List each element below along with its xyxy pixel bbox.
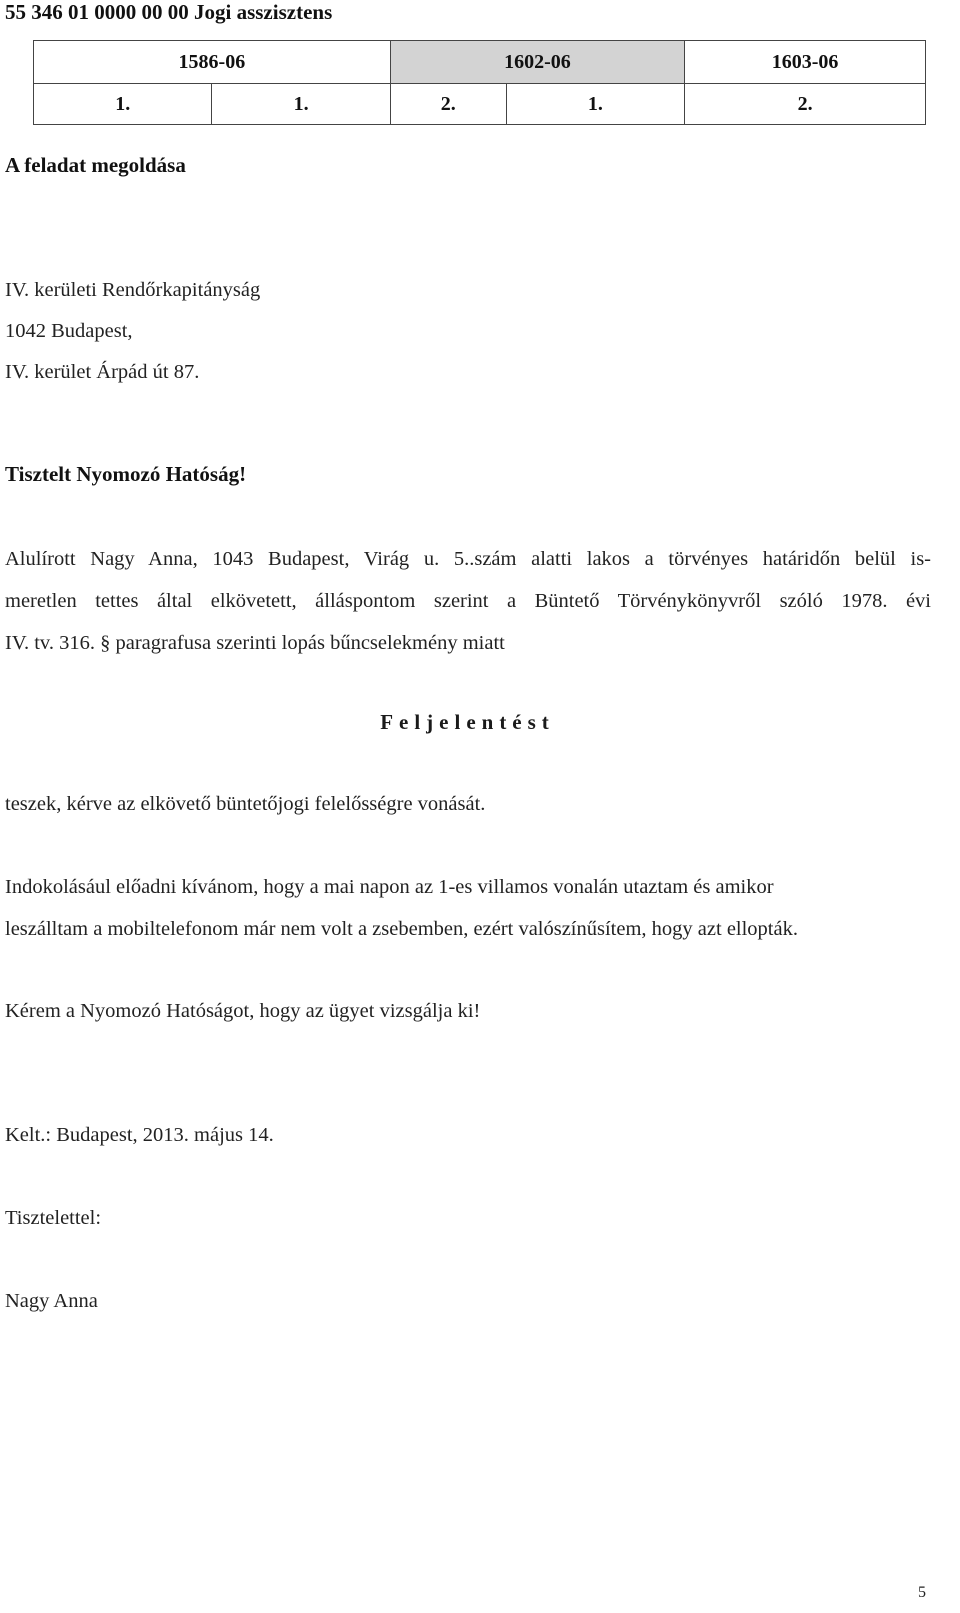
plea-text: Kérem a Nyomozó Hatóságot, hogy az ügyet vizsgálja ki!: [5, 1000, 481, 1022]
closing-text: Tisztelettel:: [5, 1207, 102, 1229]
table-cell-number-2: 1.: [212, 84, 390, 125]
intro-line-3: IV. tv. 316. § paragrafusa szerinti lopás bűncselekmény miatt: [5, 632, 505, 654]
table-cell-number-3: 2.: [390, 84, 506, 125]
table-cell-number-5: 2.: [685, 84, 926, 125]
address-line-2: 1042 Budapest,: [5, 320, 133, 342]
request-text: teszek, kérve az elkövető büntetőjogi felelősségre vonását.: [5, 793, 486, 815]
salutation: Tisztelt Nyomozó Hatóság!: [5, 462, 247, 486]
table-row-codes: [34, 41, 926, 84]
table-cell-number-4: 1.: [506, 84, 684, 125]
address-line-3: IV. kerület Árpád út 87.: [5, 361, 200, 383]
page-number: 5: [918, 1584, 926, 1601]
table-cell-code-2: 1602-06: [390, 41, 684, 84]
section-title: A feladat megoldása: [5, 153, 186, 177]
table-row-numbers: [34, 84, 926, 125]
address-line-1: IV. kerületi Rendőrkapitányság: [5, 279, 261, 301]
complaint-heading: Feljelentést: [380, 710, 555, 734]
document-header-title: 55 346 01 0000 00 00 Jogi asszisztens: [5, 0, 333, 24]
reason-line-1: Indokolásául előadni kívánom, hogy a mai napon az 1-es villamos vonalán utaztam és amikor: [5, 876, 774, 898]
module-code-table: [33, 40, 926, 125]
reason-line-2: leszálltam a mobiltelefonom már nem volt a zsebemben, ezért valószínűsítem, hogy azt ellopták.: [5, 918, 798, 940]
intro-line-2: meretlen tettes által elkövetett, álláspontom szerint a Büntető Törvénykönyvről szóló 1978. évi: [5, 590, 931, 612]
date-line: Kelt.: Budapest, 2013. május 14.: [5, 1124, 274, 1146]
intro-paragraph: [5, 538, 931, 664]
table-cell-number-1: 1.: [34, 84, 212, 125]
table-cell-code-3: 1603-06: [685, 41, 926, 84]
signature-name: Nagy Anna: [5, 1290, 98, 1312]
intro-line-1: Alulírott Nagy Anna, 1043 Budapest, Virág u. 5..szám alatti lakos a törvényes határidőn belül is-: [5, 548, 931, 570]
table-cell-code-1: 1586-06: [34, 41, 391, 84]
